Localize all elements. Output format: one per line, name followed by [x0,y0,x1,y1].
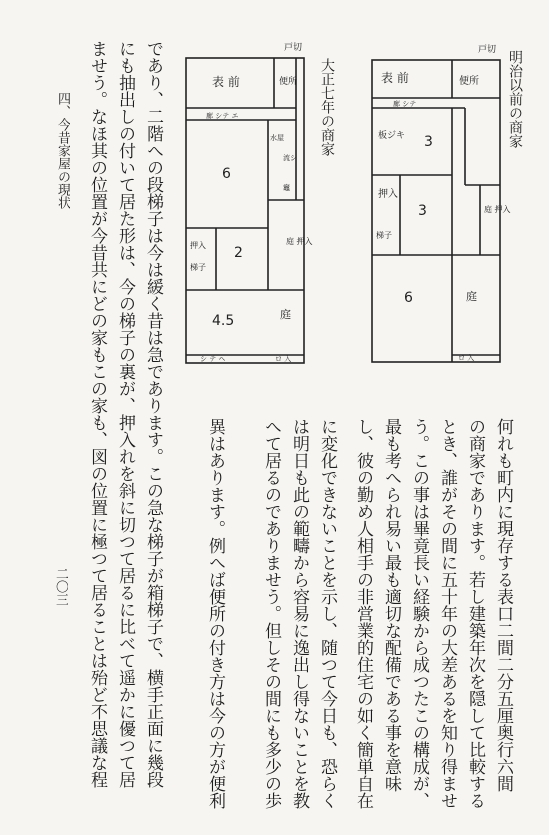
body-line-5: 最も考へられ易い最も適切な配備である事を意味 [381,418,401,792]
plan-new-garden-side: 庭 押入 [286,237,313,246]
plan-new-closet: 押入 [190,241,206,250]
caption-new-house: 大正七年の商家 [319,58,335,156]
plan-new-entrance: ロ 入 [275,355,292,363]
body-line-7: に変化できないことを示し、随つて今日も、恐らく [317,418,337,809]
plan-old-room-side: 板ジキ [378,131,406,141]
body-line-4: う。この事は畢竟長い経験から成つたこの構成が、 [409,418,429,809]
plan-old-ladder: 梯子 [376,231,392,240]
plan-old-room-mid: 3 [418,203,427,219]
plan-new-garden: 庭 [280,308,291,321]
plan-new-hall: 廊 シテ エ [206,112,239,120]
plan-old-room-bottom: 6 [404,290,413,306]
plan-old-toilet: 便所 [459,76,479,87]
body-line-10: 異はあります。例へば便所の付き方は今の方が便利 [205,418,225,809]
page-number: 二〇三 [53,567,68,606]
plan-new-bottom-label: シ テ ヘ [200,355,226,363]
plan-new-room-big: 6 [222,166,231,182]
caption-old-house: 明治以前の商家 [507,50,523,148]
plan-old-closet: 押入 [378,189,398,200]
plan-old-room-top: 3 [424,134,433,150]
plan-new-storage: 水屋 [270,134,284,142]
body-line-3: とき、誰がその間に五十年の大差あるを知り得ませ [437,418,457,809]
plan-old-garden: 庭 [466,290,477,303]
body-line-2: の商家であります。若し建築年次を隠して比較する [465,418,485,809]
plan-old-garden-side: 庭 押入 [484,205,511,214]
plan-new-sink: 流シ [283,154,297,162]
plan-new-room-small: 2 [234,245,243,261]
plan-new-store: 表 前 [212,75,240,89]
body-line-13: ませう。なほ其の位置が今昔共にどの家もこの家も、図の位置に極つて居ることは殆ど不思議な程 [87,40,107,788]
plan-new-toilet: 便所 [279,77,298,87]
plan-new-room-front: 4.5 [212,313,235,329]
body-line-8: は明日も此の範疇から容易に逸出し得ないことを教 [289,418,309,809]
body-line-11: であり、二階への段梯子は今は緩く昔は急であります。この急な梯子が箱梯子で、横手正面に幾段 [143,40,163,788]
body-line-1: 何れも町内に現存する表口二間二分五厘奥行六間 [493,418,513,792]
body-line-6: し、彼の勤め人相手の非営業的住宅の如く簡単自在 [353,418,373,809]
body-line-9: へて居るのでありませう。但しその間にも多少の歩 [261,418,281,809]
body-line-12: にも抽出しの付いて居た形は、今の梯子の裏が、押入れを斜に切つて居るに比べて遥かに優つて居 [115,40,135,788]
plan-old-hall: 廊 シテ [393,100,417,108]
plan-new-well: 竈 [283,184,290,192]
plan-new-top-label: 戸切 [284,43,303,53]
plan-new-ladder: 梯子 [190,263,206,272]
plan-old-entrance: ロ 入 [458,354,475,362]
plan-old-store: 表 前 [381,71,409,85]
plan-old-top-label: 戸切 [478,45,497,55]
section-heading: 四、今昔家屋の現状 [55,92,70,209]
